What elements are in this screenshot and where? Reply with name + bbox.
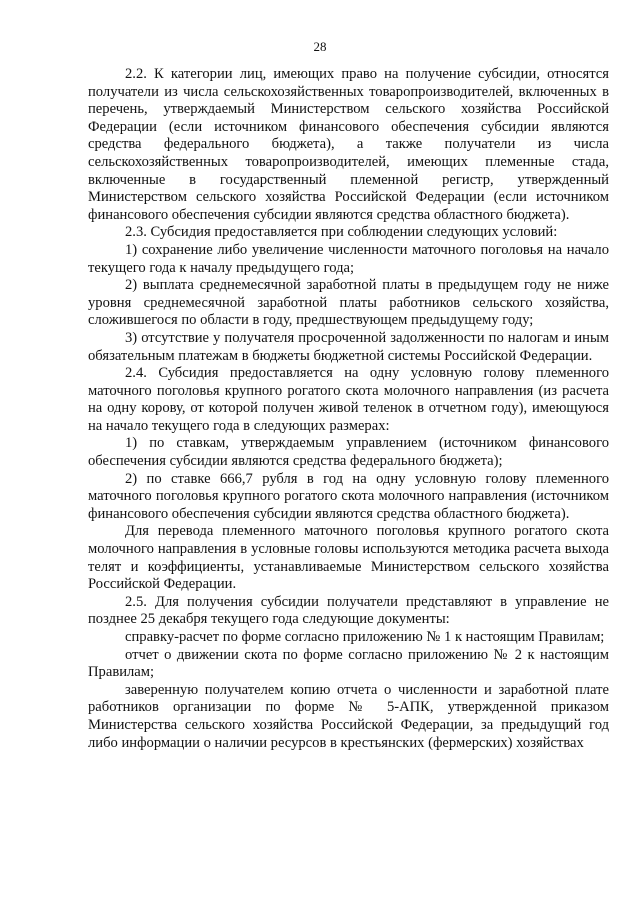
paragraph-2-3-item-1: 1) сохранение либо увеличение численности маточного поголовья на начало текущего года к началу предыдущего года; (88, 241, 609, 276)
paragraph-2-5-doc-2: отчет о движении скота по форме согласно приложению № 2 к настоящим Правилам; (88, 646, 609, 681)
paragraph-2-3-item-2: 2) выплата среднемесячной заработной платы в предыдущем году не ниже уровня среднемесячной заработной платы работников сельского хозяйства, сложившегося по области в году, предшествующем предыдущему году; (88, 277, 609, 329)
paragraph-2-4: 2.4. Субсидия предоставляется на одну условную голову племенного маточного поголовья крупного рогатого скота молочного направления (из расчета на одну корову, от которой получен живой теленок в отчетном году), имеющуюся на начало текущего года в следующих размерах: (88, 365, 609, 434)
paragraph-conversion-method: Для перевода племенного маточного поголовья крупного рогатого скота молочного направления в условные головы используются методика расчета выхода телят и коэффициенты, устанавливаемые Министерством сельского хозяйства Российской Федерации. (88, 523, 609, 593)
paragraph-2-2: 2.2. К категории лиц, имеющих право на получение субсидии, относятся получатели из числа сельскохозяйственных товаропроизводителей, включенных в перечень, утверждаемый Министерством сельского хозяйства Российской Федерации (если источником финансового обеспечения субсидии являются средства федерального бюджета), а также получатели из числа сельскохозяйственных товаропроизводителей, имеющих племенные стада, включенные в государственный племенной регистр, утвержденный Министерством сельского хозяйства Российской Федерации (если источником финансового обеспечения субсидии являются средства областного бюджета). (88, 66, 609, 223)
paragraph-2-4-item-2: 2) по ставке 666,7 рубля в год на одну условную голову племенного маточного поголовья крупного рогатого скота молочного направления (источником финансового обеспечения субсидии являются средства областного бюджета). (88, 470, 609, 522)
page-number: 28 (313, 39, 327, 54)
paragraph-2-3-item-3: 3) отсутствие у получателя просроченной задолженности по налогам и иным обязательным платежам в бюджеты бюджетной системы Российской Федерации. (88, 329, 609, 364)
document-body (88, 66, 609, 752)
paragraph-2-3: 2.3. Субсидия предоставляется при соблюдении следующих условий: (125, 224, 558, 241)
paragraph-2-5: 2.5. Для получения субсидии получатели представляют в управление не позднее 25 декабря текущего года следующие документы: (88, 593, 609, 628)
paragraph-2-4-item-1: 1) по ставкам, утверждаемым управлением (источником финансового обеспечения субсидии являются средства федерального бюджета); (88, 435, 609, 470)
paragraph-2-5-doc-3: заверенную получателем копию отчета о численности и заработной плате работников организации по форме № 5-АПК, утвержденной приказом Министерства сельского хозяйства Российской Федерации, за предыдущий год либо информации о наличии ресурсов в крестьянских (фермерских) хозяйствах (88, 681, 609, 751)
paragraph-2-5-doc-1: справку-расчет по форме согласно приложению № 1 к настоящим Правилам; (125, 629, 605, 645)
